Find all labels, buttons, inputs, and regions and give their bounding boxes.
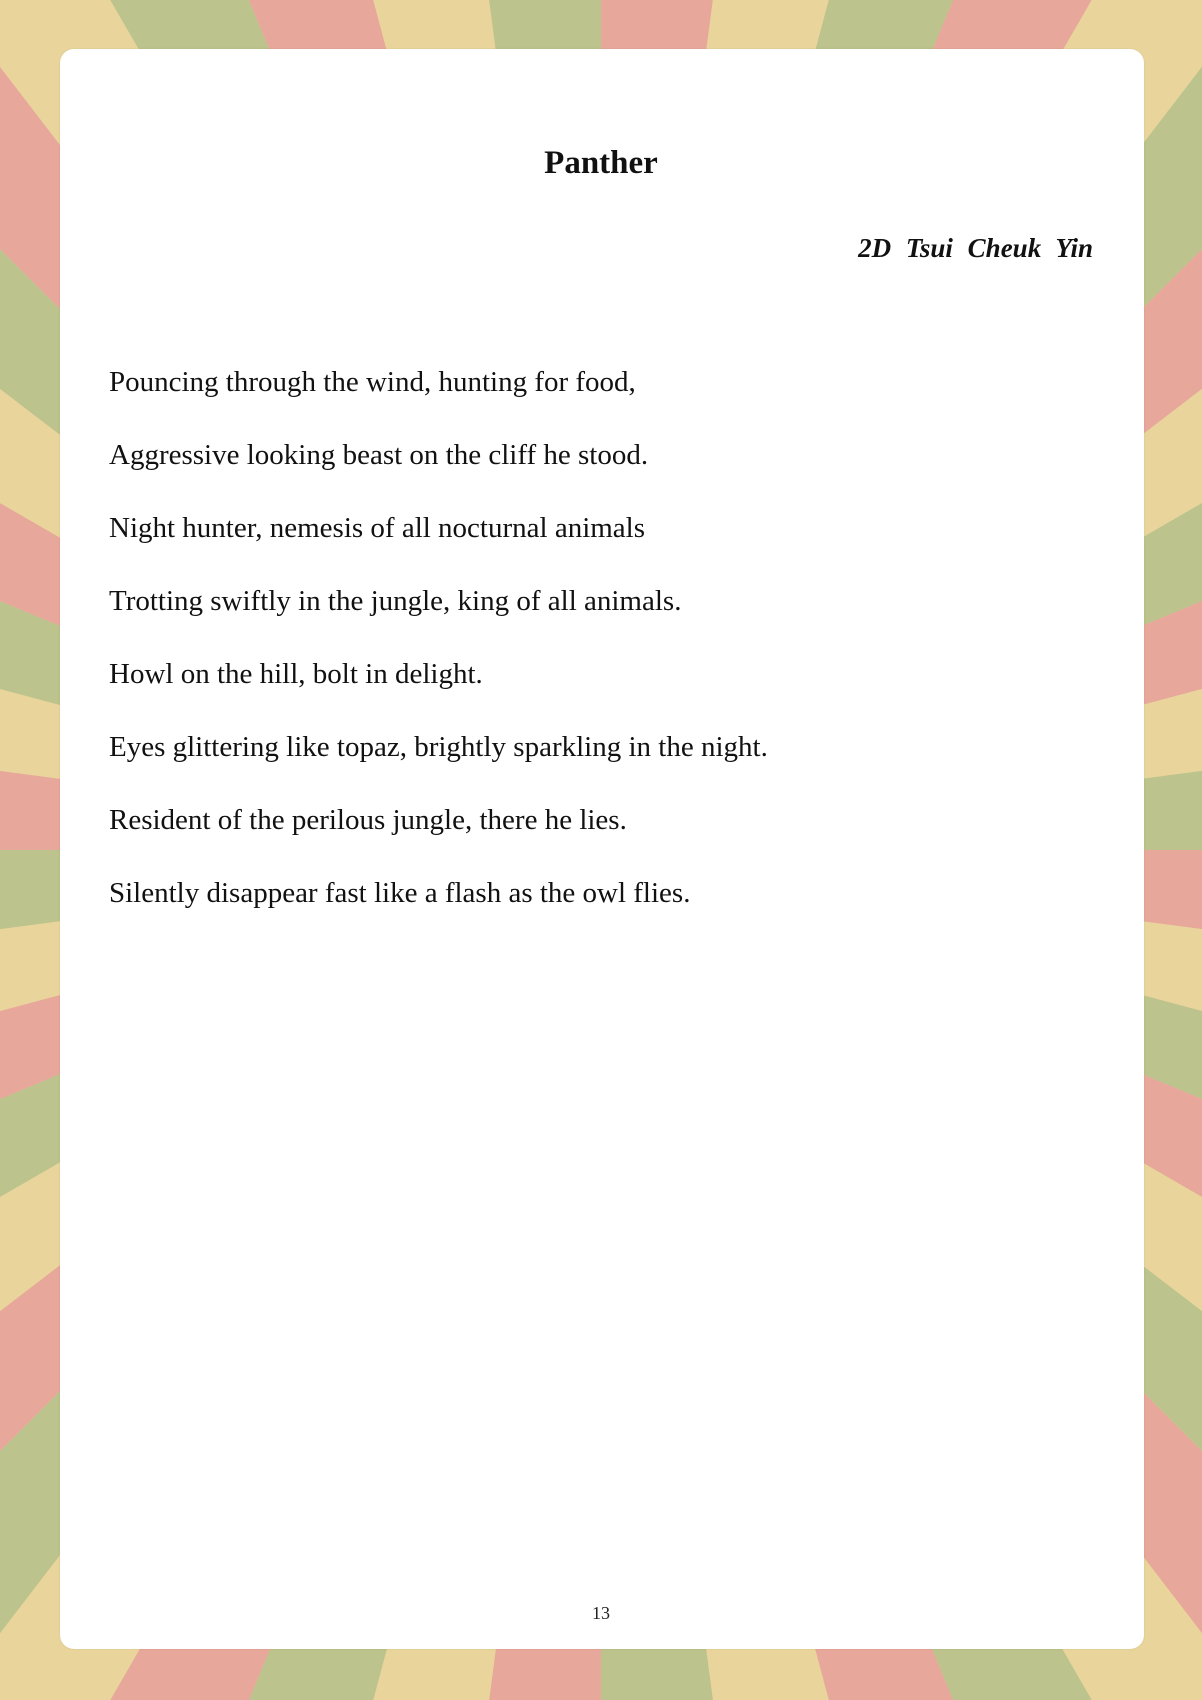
page-number: 13	[592, 1603, 610, 1623]
poem-title: Panther	[544, 145, 658, 181]
poem-line: Eyes glittering like topaz, brightly sparkling in the night.	[109, 731, 768, 763]
poem-body	[109, 362, 768, 946]
poem-line: Howl on the hill, bolt in delight.	[109, 658, 483, 690]
poem-author: 2D Tsui Cheuk Yin	[858, 233, 1093, 263]
poem-line: Aggressive looking beast on the cliff he stood.	[109, 439, 649, 471]
poem-line: Resident of the perilous jungle, there he lies.	[109, 804, 627, 836]
poem-line: Trotting swiftly in the jungle, king of all animals.	[109, 585, 682, 617]
poem-line: Night hunter, nemesis of all nocturnal animals	[109, 512, 646, 544]
poem-line: Pouncing through the wind, hunting for food,	[109, 366, 636, 398]
poem-line: Silently disappear fast like a flash as the owl flies.	[109, 877, 691, 909]
